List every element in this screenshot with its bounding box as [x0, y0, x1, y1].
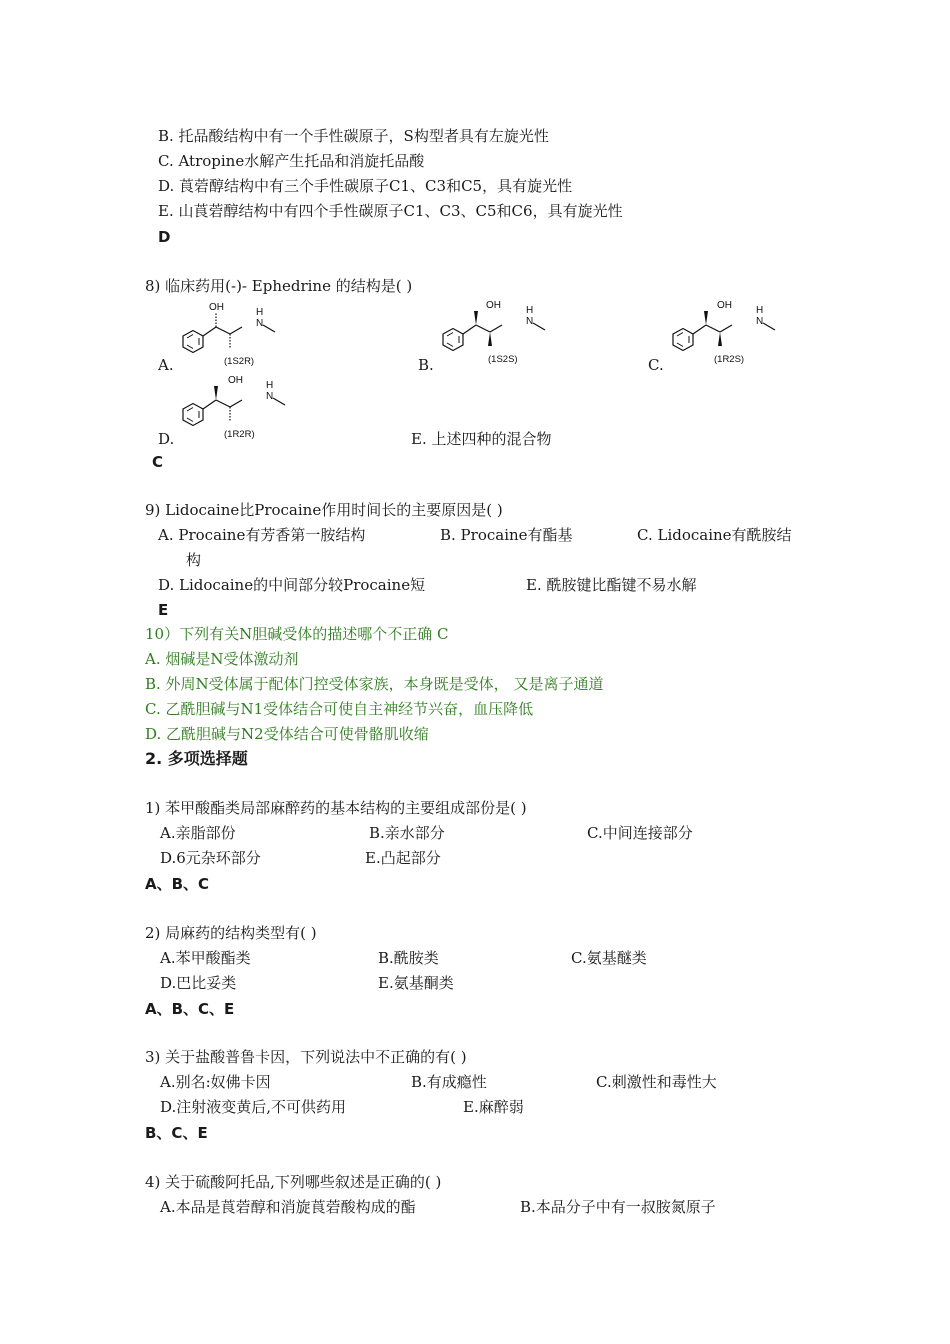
q8-option-d-letter: D. [158, 430, 175, 448]
m2-stem: 2) 局麻药的结构类型有( ) [145, 924, 317, 942]
q8-option-c-letter: C. [648, 356, 664, 374]
amine-n-label: N [526, 316, 534, 327]
m2-option-b: B.酰胺类 [378, 949, 439, 967]
m2-answer: A、B、C、E [145, 1000, 235, 1018]
m1-option-a: A.亲脂部份 [160, 824, 236, 842]
q7-option-b: B. 托品酸结构中有一个手性碳原子，S构型者具有左旋光性 [158, 127, 549, 145]
section-heading: 2. 多项选择题 [145, 749, 248, 768]
m4-option-b: B.本品分子中有一叔胺氮原子 [520, 1198, 716, 1216]
q7-option-c: C. Atropine水解产生托品和消旋托品酸 [158, 152, 425, 170]
q9-stem: 9) Lidocaine比Procaine作用时间长的主要原因是( ) [145, 501, 503, 519]
q9-option-c: C. Lidocaine有酰胺结 [637, 526, 792, 544]
hydroxyl-label: OH [209, 302, 224, 313]
q8-stem: 8) 临床药用(-)- Ephedrine 的结构是( ) [145, 277, 413, 295]
q7-option-d: D. 莨菪醇结构中有三个手性碳原子C1、C3和C5，具有旋光性 [158, 177, 573, 195]
amine-h-label: H [256, 307, 264, 318]
q7-answer: D [158, 228, 171, 246]
m2-option-a: A.苯甲酸酯类 [160, 949, 251, 967]
q9-answer: E [158, 601, 169, 619]
q7-option-e: E. 山莨菪醇结构中有四个手性碳原子C1、C3、C5和C6，具有旋光性 [158, 202, 623, 220]
q9-option-a: A. Procaine有芳香第一胺结构 [158, 526, 366, 544]
m3-option-d: D.注射液变黄后,不可供药用 [160, 1098, 347, 1116]
m4-stem: 4) 关于硫酸阿托品,下列哪些叙述是正确的( ) [145, 1173, 442, 1191]
hydroxyl-label: OH [228, 375, 243, 386]
ephedrine-structure-a [178, 298, 293, 370]
ephedrine-structure-b [438, 296, 553, 368]
q8-option-b-letter: B. [418, 356, 434, 374]
ephedrine-structure-d [178, 371, 293, 443]
q10-option-a: A. 烟碱是N受体激动剂 [145, 650, 299, 668]
q9-option-b: B. Procaine有酯基 [440, 526, 573, 544]
m1-option-b: B.亲水部分 [369, 824, 445, 842]
ephedrine-structure-c [668, 296, 783, 368]
amine-h-label: H [756, 305, 764, 316]
q9-option-d: D. Lidocaine的中间部分较Procaine短 [158, 576, 426, 594]
m3-stem: 3) 关于盐酸普鲁卡因，下列说法中不正确的有( ) [145, 1048, 467, 1066]
amine-n-label: N [256, 318, 264, 329]
m1-option-e: E.凸起部分 [365, 849, 441, 867]
m1-stem: 1) 苯甲酸酯类局部麻醉药的基本结构的主要组成部份是( ) [145, 799, 527, 817]
m3-option-b: B.有成瘾性 [411, 1073, 487, 1091]
config-label-d: (1R2R) [224, 429, 255, 440]
q9-option-e: E. 酰胺键比酯键不易水解 [526, 576, 697, 594]
m1-answer: A、B、C [145, 875, 210, 893]
m2-option-c: C.氨基醚类 [571, 949, 647, 967]
m3-option-c: C.刺激性和毒性大 [596, 1073, 717, 1091]
m1-option-d: D.6元杂环部分 [160, 849, 261, 867]
q8-option-e: E. 上述四种的混合物 [411, 430, 552, 448]
config-label-a: (1S2R) [224, 356, 255, 367]
q10-option-d: D. 乙酰胆碱与N2受体结合可使骨骼肌收缩 [145, 725, 429, 743]
m1-option-c: C.中间连接部分 [587, 824, 693, 842]
amine-h-label: H [266, 380, 274, 391]
m4-option-a: A.本品是莨菪醇和消旋莨菪酸构成的酯 [160, 1198, 416, 1216]
config-label-c: (1R2S) [714, 354, 745, 365]
m3-option-a: A.别名:奴佛卡因 [160, 1073, 271, 1091]
m3-answer: B、C、E [145, 1124, 208, 1142]
config-label-b: (1S2S) [488, 354, 518, 365]
amine-h-label: H [526, 305, 534, 316]
q8-option-a-letter: A. [158, 356, 174, 374]
q10-option-c: C. 乙酰胆碱与N1受体结合可使自主神经节兴奋，血压降低 [145, 700, 534, 718]
m2-option-d: D.巴比妥类 [160, 974, 237, 992]
amine-n-label: N [756, 316, 764, 327]
amine-n-label: N [266, 391, 274, 402]
m2-option-e: E.氨基酮类 [378, 974, 454, 992]
q10-option-b: B. 外周N受体属于配体门控受体家族，本身既是受体， 又是离子通道 [145, 675, 604, 693]
hydroxyl-label: OH [717, 300, 732, 311]
q8-answer: C [152, 453, 164, 471]
q9-option-c-continued: 构 [186, 551, 202, 569]
q10-stem: 10）下列有关N胆碱受体的描述哪个不正确 C [145, 625, 449, 643]
hydroxyl-label: OH [486, 300, 501, 311]
m3-option-e: E.麻醉弱 [463, 1098, 524, 1116]
